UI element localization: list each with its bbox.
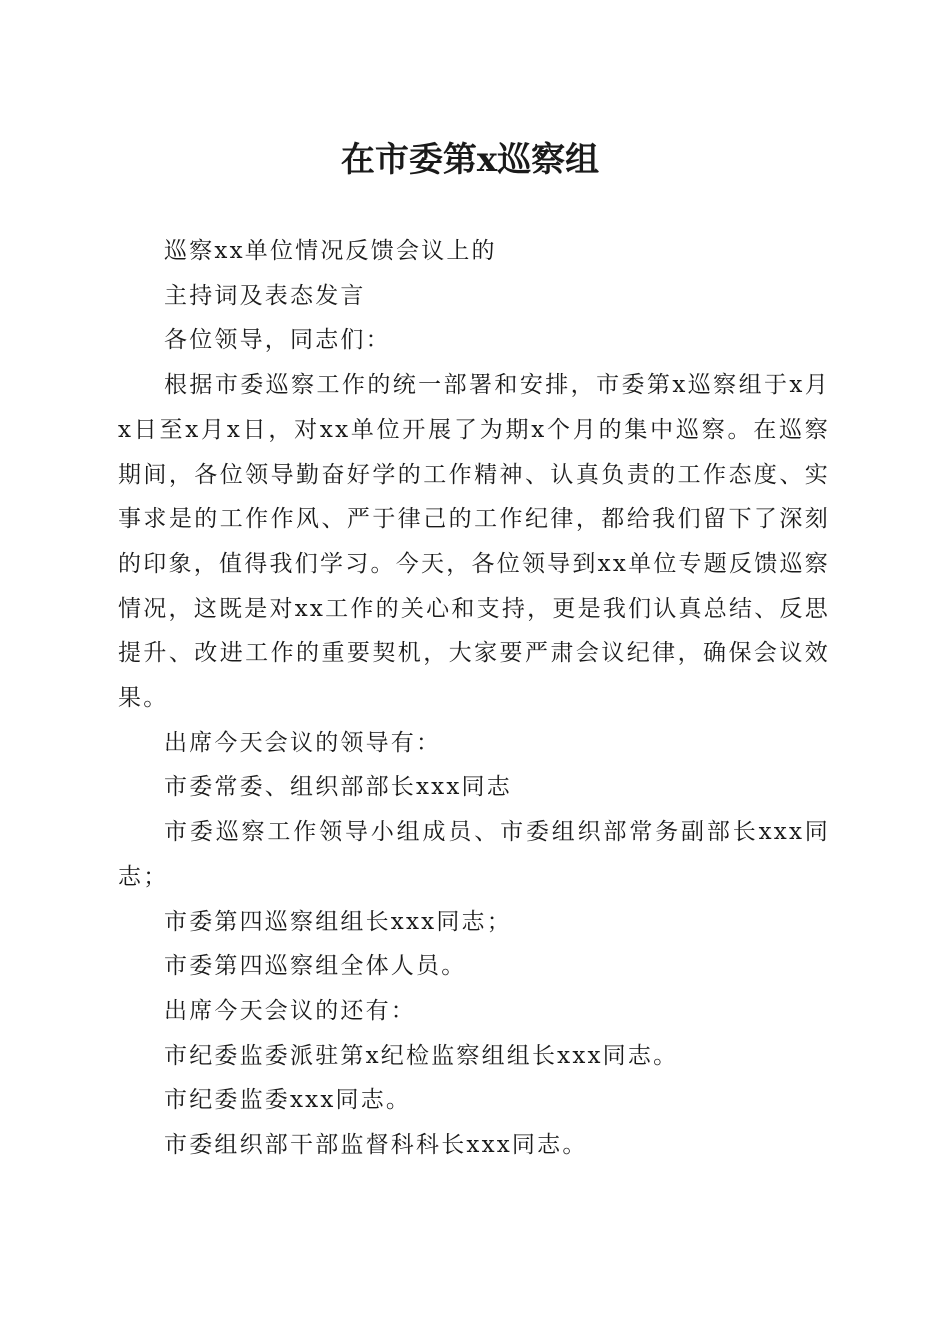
paragraph-subtitle-line-2: 主持词及表态发言 (164, 282, 366, 309)
paragraph-attendee-2: 市委巡察工作领导小组成员、市委组织部常务副部长xxx同志； (118, 819, 830, 890)
paragraph-attendee-3: 市委第四巡察组组长xxx同志； (164, 908, 512, 935)
document-title: 在市委第x巡察组 (340, 140, 600, 180)
paragraph-also-attendee-1: 市纪委监委派驻第x纪检监察组组长xxx同志。 (164, 1042, 679, 1069)
paragraph-attendee-1: 市委常委、组织部部长xxx同志 (164, 774, 512, 801)
paragraph-also-attending-heading: 出席今天会议的还有： (164, 997, 416, 1024)
paragraph-also-attendee-2: 市纪委监委xxx同志。 (164, 1087, 412, 1114)
paragraph-opening: 根据市委巡察工作的统一部署和安排，市委第x巡察组于x月x日至x月x日，对xx单位开展了为期x个月的集中巡察。在巡察期间，各位领导勤奋好学的工作精神、认真负责的工作态度、实事求是的工作作风、严于律己的工作纪律，都给我们留下了深刻的印象，值得我们学习。今天，各位领导到xx单位专题反馈巡察情况，这既是对xx工作的关心和支持，更是我们认真总结、反思提升、改进工作的重要契机，大家要严肃会议纪律，确保会议效果。 (118, 372, 830, 712)
paragraph-salutation: 各位领导，同志们： (164, 327, 391, 354)
paragraph-attendees-heading: 出席今天会议的领导有： (164, 729, 442, 756)
paragraph-subtitle-line-1: 巡察xx单位情况反馈会议上的 (164, 238, 497, 264)
paragraph-also-attendee-3: 市委组织部干部监督科科长xxx同志。 (164, 1132, 588, 1159)
paragraph-attendee-4: 市委第四巡察组全体人员。 (164, 953, 467, 980)
document-body (118, 229, 830, 1168)
